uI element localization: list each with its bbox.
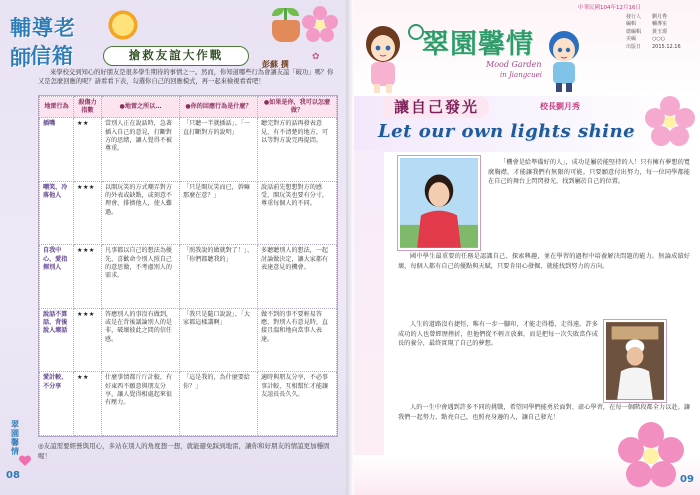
intro-paragraph: 來學校交到知心的好朋友是很多學生期待的事情之一。然而，你知道哪些行為會讓友誼「破功」嗎？你又是怎麼回應的呢？請看看下表，勾選你自己的回應模式，再一起來檢視看看吧！ [38, 69, 334, 86]
behavior-type: 愛計較、不分享 [40, 372, 74, 436]
decorative-strip [354, 150, 384, 460]
suggested-action: 適時與朋友分享，不必事事計較，互相幫忙才能讓友誼長長久久。 [258, 372, 337, 436]
table-row [40, 372, 337, 436]
suggested-action: 多聽聽別人的想法，一起討論做決定，讓大家都有表達意見的機會。 [258, 245, 337, 309]
typical-response: 「只聽一半就插話」、「一直打斷對方的說明」 [180, 118, 258, 182]
article-paragraph: 人生的道路沒有捷徑，唯有一步一腳印，才能走得穩、走得遠。許多成功的人也曾經歷挫折，但他們從不輕言放棄，而是把每一次失敗當作成長的養分，最終實現了自己的夢想。 [398, 321, 598, 348]
pink-flower-icon [644, 95, 696, 147]
left-page [0, 0, 346, 495]
page-number: 08 [6, 470, 20, 481]
principal-photo [398, 156, 480, 250]
table-header: 地雷行為 [40, 97, 74, 118]
behavior-description: 答應別人的事沒有做到，或是在背後議論別人的是非，破壞彼此之間的信任感。 [102, 308, 180, 372]
credit-row: 編輯 輔導室 [626, 21, 668, 28]
table-row [40, 245, 337, 309]
behavior-type: 說話不算話、背後說人壞話 [40, 308, 74, 372]
damage-rating: ★★★ [74, 245, 102, 309]
masthead-credits [626, 14, 696, 104]
table-header: 殺傷力指數 [74, 97, 102, 118]
behavior-type: 嘲笑、冷落他人 [40, 181, 74, 245]
magazine-subtitle: Mood Garden [486, 60, 542, 69]
damage-rating: ★★ [74, 372, 102, 436]
article-headline: 讓自己發光 [384, 96, 489, 118]
typical-response: 「照我說的做就對了！」、「你們都聽我的」 [180, 245, 258, 309]
behavior-description: 當別人正在說話時，急著插入自己的意見，打斷對方的思緒，讓人覺得不被尊重。 [102, 118, 180, 182]
table-row [40, 308, 337, 372]
credit-row: 總編輯 黃玉璟 [626, 28, 668, 35]
table-row [40, 181, 337, 245]
table-header: ●你的回應行為是什麼？ [180, 97, 258, 118]
girl-mascot-icon [360, 24, 406, 94]
closing-tip: ◎友誼需要經營與用心，多站在別人的角度想一想，就能避免踩到地雷，讓你和好朋友的情誼更加穩固喔！ [38, 442, 330, 460]
typical-response: 「我只是隨口說說」、「大家都這樣講啊」 [180, 308, 258, 372]
table-header: ●地雷之所以… [102, 97, 180, 118]
sun-icon [106, 8, 140, 42]
typical-response: 「只是開玩笑而已，幹嘛那麼在意？」 [180, 181, 258, 245]
table-row [40, 118, 337, 182]
behavior-description: 凡事都以自己的想法為優先，喜歡命令別人照自己的意思做，不考慮別人的需求。 [102, 245, 180, 309]
chef-photo [604, 320, 666, 402]
typical-response: 「這是我的，為什麼要給你？」 [180, 372, 258, 436]
article-byline: 校長劉月秀 [540, 102, 580, 111]
pink-flower-icon [616, 420, 686, 490]
behavior-type: 自我中心、愛指揮別人 [40, 245, 74, 309]
page-number: 09 [680, 474, 694, 485]
damage-rating: ★★★ [74, 181, 102, 245]
article-paragraph: 人的一生中會遇到許多不同的挑戰，希望同學們能勇於面對、虛心學習，在每一個階段都全力以赴。讓我們一起努力，點亮自己，也照亮身邊的人，讓自己發光！ [398, 404, 690, 421]
magazine-side-label: 翠園馨情 [11, 420, 19, 456]
issue-date: 中華民國104年12月16日 [578, 5, 641, 11]
suggested-action: 說話前先想想對方的感受，開玩笑也要有分寸，尊重每個人的不同。 [258, 181, 337, 245]
behavior-type: 插嘴 [40, 118, 74, 182]
credit-row: 出版日 2015.12.16 [626, 43, 681, 50]
sparkle-icon: ✿ [312, 52, 320, 62]
feature-title: 搶救友誼大作戰 [103, 46, 249, 66]
damage-rating: ★★ [74, 118, 102, 182]
pink-flower-icon [300, 4, 340, 44]
behavior-description: 什麼事情都斤斤計較，有好東西不願意與朋友分享，讓人覺得相處起來很有壓力。 [102, 372, 180, 436]
heart-icon [18, 454, 32, 468]
column-title-line1: 輔導老師 [10, 15, 76, 70]
credit-row: 發行人 劉月秀 [626, 14, 668, 20]
article-paragraph: 國中學生最重要的任務是認識自己、探索興趣，並在學習的過程中培養解決問題的能力。無論成績好壞，每個人都有自己的優點與天賦，只要肯用心發掘，就能找到努力的方向。 [398, 253, 690, 270]
table-header-row [40, 97, 337, 118]
article-paragraph: 「機會是給準備好的人」，成功是屬於能堅持的人！只有擁有夢想的寬廣胸襟，才能讓我們有無限的可能。只要願意付出努力，每一位同學都能在自己的舞台上閃閃發光，找到屬於自己的位置。 [488, 159, 690, 186]
column-title-line2: 信箱 [30, 43, 74, 68]
suggested-action: 做不到的事不要輕易答應，對別人有意見時，直接且溫和地向當事人表達。 [258, 308, 337, 372]
column-title [8, 6, 80, 68]
magazine-title: 翠園馨情 [422, 29, 534, 60]
magazine-subtitle-2: in Jiangcuei [500, 71, 542, 79]
advice-table [38, 95, 338, 437]
page-gutter [346, 0, 354, 495]
suggested-action: 聽完對方的話再發表意見，有不清楚的地方，可以等對方說完再提問。 [258, 118, 337, 182]
behavior-description: 以開玩笑的方式嘲弄對方的外表或缺點，或刻意不理會、排擠他人，使人難過。 [102, 181, 180, 245]
damage-rating: ★★★ [74, 308, 102, 372]
author-credit: 彭蘇 撰 [262, 60, 289, 69]
right-page [354, 0, 700, 495]
article-headline-english: Let our own lights shine [378, 121, 636, 142]
table-header: ●如果是你，我可以怎麼做？ [258, 97, 337, 118]
boy-mascot-icon [544, 28, 584, 92]
credit-row: 美編 ○○○ [626, 36, 666, 43]
